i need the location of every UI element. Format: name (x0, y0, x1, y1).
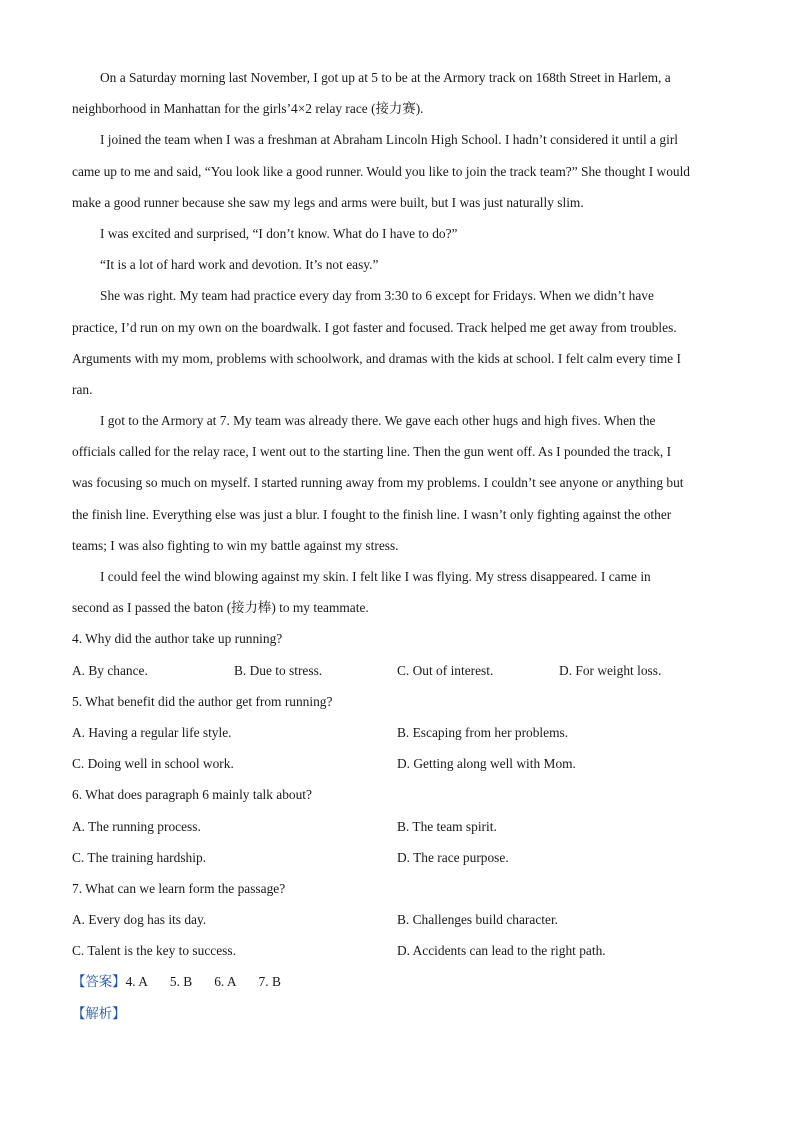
option-b: B. Due to stress. (234, 662, 323, 678)
text-line: “It is a lot of hard work and devotion. It’s not easy.” (100, 257, 379, 273)
paragraph-7 (72, 561, 722, 623)
option-c: C. Talent is the key to success. (72, 943, 236, 959)
text-line: She was right. My team had practice every day from 3:30 to 6 except for Fridays. When we didn’t have (100, 288, 654, 304)
paragraph-6 (72, 405, 722, 561)
option-a: A. Every dog has its day. (72, 912, 207, 928)
options-row (72, 717, 722, 748)
option-b: B. Challenges build character. (397, 912, 559, 928)
text-line: was focusing so much on myself. I started running away from my problems. I couldn’t see anyone or anything but (72, 475, 684, 491)
question-4 (72, 623, 722, 685)
question-stem: 5. What benefit did the author get from running? (72, 693, 333, 709)
question-stem: 4. Why did the author take up running? (72, 631, 283, 647)
answer-section (72, 966, 722, 997)
text-line: ran. (72, 381, 93, 397)
text-line: officials called for the relay race, I went out to the starting line. Then the gun went off. As I pounded the track, I (72, 444, 672, 460)
option-b: B. Escaping from her problems. (397, 724, 569, 740)
paragraph-3 (72, 218, 722, 249)
paragraph-2 (72, 124, 722, 218)
text-line: On a Saturday morning last November, I got up at 5 to be at the Armory track on 168th Street in Harlem, a (100, 70, 671, 85)
options-row (72, 655, 722, 686)
options-row (72, 935, 722, 966)
option-d: D. Getting along well with Mom. (397, 756, 576, 772)
text-line: neighborhood in Manhattan for the girls’4×2 relay race (接力赛). (72, 101, 424, 117)
text-line: make a good runner because she saw my legs and arms were built, but I was just naturally slim. (72, 194, 584, 210)
text-line: second as I passed the baton (接力棒) to my teammate. (72, 600, 369, 616)
text-line: the finish line. Everything else was just a blur. I fought to the finish line. I wasn’t only fighting against the other (72, 506, 672, 522)
question-6 (72, 779, 722, 873)
text-line: practice, I’d run on my own on the boardwalk. I got faster and focused. Track helped me get away from troubles. (72, 319, 677, 335)
option-c: C. Doing well in school work. (72, 756, 234, 772)
question-stem: 6. What does paragraph 6 mainly talk about? (72, 787, 312, 803)
text-line: I got to the Armory at 7. My team was already there. We gave each other hugs and high fives. When the (100, 413, 656, 429)
option-d: D. Accidents can lead to the right path. (397, 943, 606, 959)
analysis-section (72, 998, 722, 1029)
answer-label: 【答案】 (72, 974, 126, 990)
option-c: C. The training hardship. (72, 849, 207, 865)
text-line: came up to me and said, “You look like a good runner. Would you like to join the track team?” She thought I would (72, 163, 691, 179)
document-page (72, 62, 722, 1029)
option-c: C. Out of interest. (397, 662, 494, 678)
options-row (72, 904, 722, 935)
analysis-label: 【解析】 (72, 1005, 126, 1021)
answer-item: 4. A (125, 974, 148, 990)
question-7 (72, 873, 722, 967)
text-line: I joined the team when I was a freshman at Abraham Lincoln High School. I hadn’t considered it until a girl (100, 132, 678, 148)
option-a: A. By chance. (72, 662, 148, 678)
paragraph-1 (72, 62, 722, 124)
options-row (72, 811, 722, 842)
option-a: A. Having a regular life style. (72, 724, 232, 740)
text-line: Arguments with my mom, problems with schoolwork, and dramas with the kids at school. I felt calm every time I (72, 350, 681, 366)
paragraph-4 (72, 249, 722, 280)
options-row (72, 842, 722, 873)
text-line: I was excited and surprised, “I don’t know. What do I have to do?” (100, 225, 458, 241)
question-stem: 7. What can we learn form the passage? (72, 880, 286, 896)
answer-item: 5. B (169, 974, 193, 990)
question-5 (72, 686, 722, 780)
text-line: I could feel the wind blowing against my skin. I felt like I was flying. My stress disappeared. I came in (100, 569, 651, 584)
answer-item: 7. B (258, 974, 281, 990)
option-b: B. The team spirit. (397, 818, 497, 834)
option-d: D. For weight loss. (559, 662, 662, 678)
option-d: D. The race purpose. (397, 849, 509, 865)
paragraph-5 (72, 280, 722, 405)
answer-item: 6. A (214, 974, 237, 990)
options-row (72, 748, 722, 779)
text-line: teams; I was also fighting to win my battle against my stress. (72, 537, 399, 553)
option-a: A. The running process. (72, 818, 201, 834)
